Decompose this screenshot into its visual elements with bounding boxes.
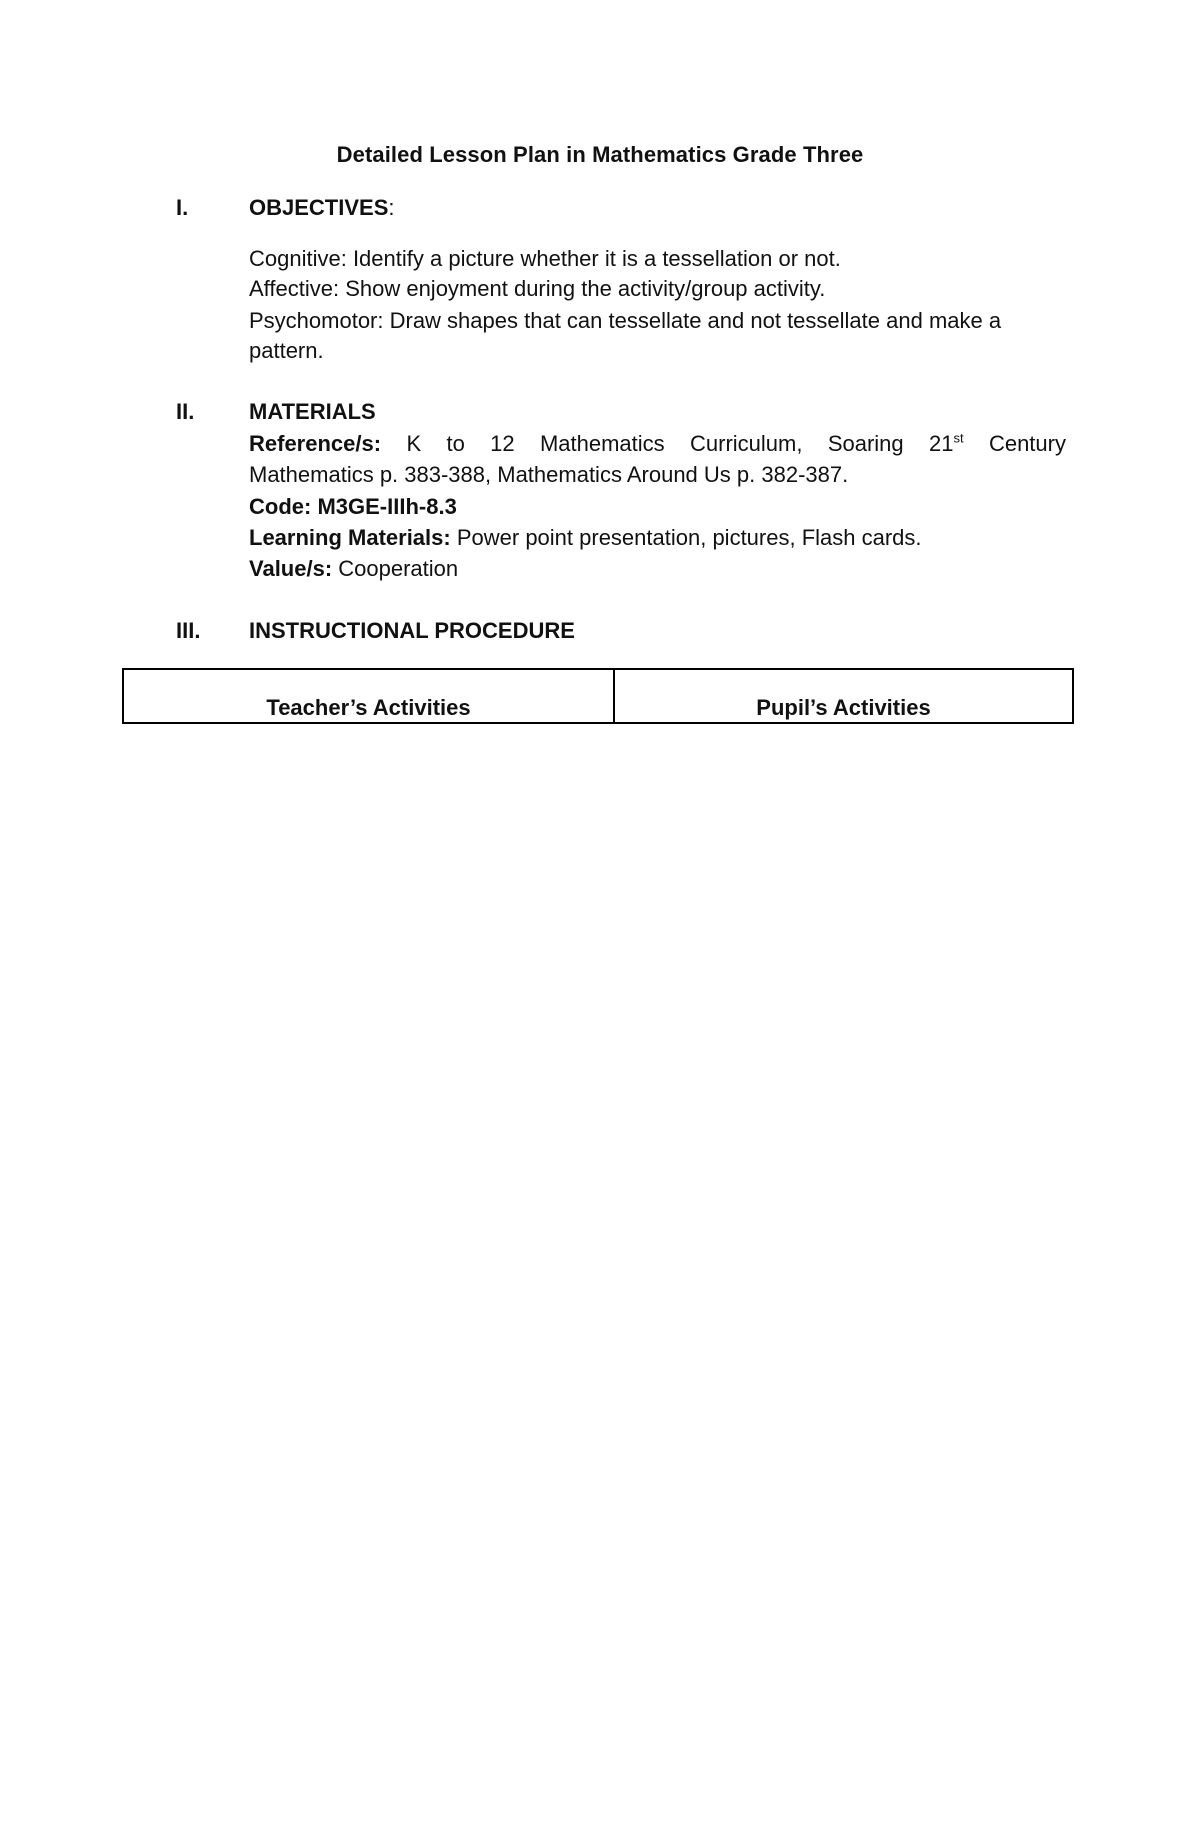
- procedure-table: [122, 668, 1074, 724]
- table-header-pupil-label: Pupil’s Activities: [756, 695, 931, 720]
- section-number-objectives: I.: [176, 195, 189, 220]
- values-label: Value/s:: [249, 556, 333, 581]
- objective-psychomotor-line1: Psychomotor: Draw shapes that can tessellate and not tessellate and make a: [249, 308, 1002, 333]
- reference-text-b: Century: [988, 431, 1066, 456]
- reference-label: Reference/s:: [249, 431, 382, 456]
- materials-code: [249, 492, 1066, 522]
- code-value: M3GE-IIIh-8.3: [317, 494, 457, 519]
- materials-reference-line1: [249, 429, 1066, 459]
- materials-reference-line2: Mathematics p. 383-388, Mathematics Around Us p. 382-387.: [249, 462, 849, 487]
- learning-materials-label: Learning Materials:: [249, 525, 451, 550]
- materials-values: [249, 554, 1066, 584]
- values-value: Cooperation: [338, 556, 459, 581]
- materials-learning-materials: [249, 523, 1066, 553]
- table-header-teacher: [124, 670, 615, 722]
- section-number-materials: II.: [176, 399, 195, 424]
- section-heading-materials: MATERIALS: [249, 399, 376, 424]
- code-label: Code:: [249, 494, 312, 519]
- objectives-heading-text: OBJECTIVES: [249, 195, 389, 220]
- section-heading-objectives: [249, 195, 395, 221]
- objectives-heading-colon: :: [388, 195, 395, 220]
- reference-superscript: st: [953, 430, 964, 446]
- objective-affective: Affective: Show enjoyment during the activity/group activity.: [249, 276, 826, 301]
- table-header-teacher-label: Teacher’s Activities: [266, 695, 471, 720]
- objective-psychomotor-line2: pattern.: [249, 338, 324, 363]
- section-number-procedure: III.: [176, 618, 201, 643]
- learning-materials-value: Power point presentation, pictures, Flash cards.: [456, 525, 922, 550]
- section-heading-procedure: INSTRUCTIONAL PROCEDURE: [249, 618, 575, 643]
- table-header-pupil: [615, 670, 1072, 722]
- objective-cognitive: Cognitive: Identify a picture whether it is a tessellation or not.: [249, 246, 841, 271]
- document-title: Detailed Lesson Plan in Mathematics Grade Three: [336, 142, 864, 167]
- reference-text-a: K to 12 Mathematics Curriculum, Soaring 21: [406, 431, 954, 456]
